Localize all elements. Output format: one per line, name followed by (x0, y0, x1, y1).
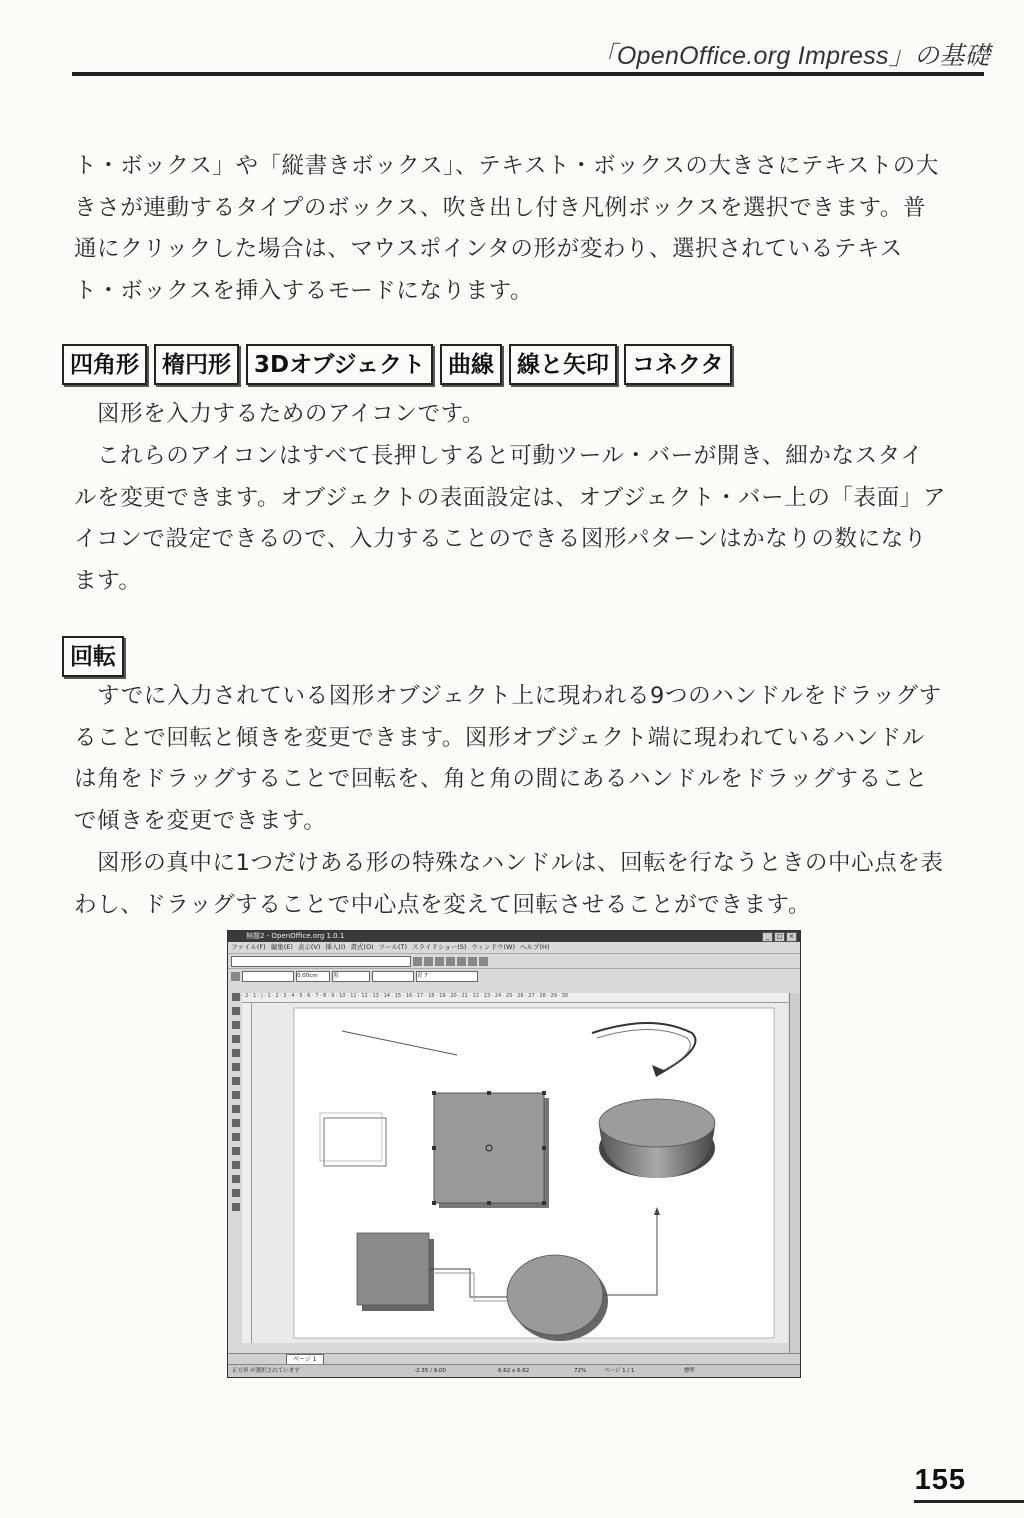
tag-3d-object: 3Dオブジェクト (246, 344, 433, 385)
impress-screenshot (227, 930, 801, 1378)
close-button[interactable]: × (786, 932, 797, 942)
connected-square-shape (357, 1233, 429, 1305)
shape-tags (62, 344, 732, 385)
menu-format[interactable]: 書式(O) (350, 943, 374, 951)
header-rule (72, 72, 984, 76)
status-page: ページ 1 / 1 (604, 1368, 635, 1374)
selected-rectangle-shape (434, 1093, 544, 1203)
status-size: 6.62 x 6.62 (498, 1368, 530, 1374)
line-color-select[interactable]: 黒 (332, 971, 370, 982)
page-tab[interactable]: ページ 1 (286, 1354, 324, 1365)
3d-object-tool-icon[interactable] (232, 1063, 240, 1071)
rectangle-tool-icon[interactable] (232, 1035, 240, 1043)
connected-circle-shape (507, 1255, 603, 1335)
curve-tool-icon[interactable] (232, 1077, 240, 1085)
function-toolbar (228, 953, 800, 968)
running-header-title: 「OpenOffice.org Impress」の基礎 (591, 42, 990, 70)
menu-tools[interactable]: ツール(T) (378, 943, 408, 951)
tag-connector: コネクタ (624, 344, 732, 385)
zoom-tool-icon[interactable] (232, 1007, 240, 1015)
object-toolbar (228, 968, 800, 983)
status-selection-text: 正方形 が選択されています (232, 1368, 300, 1374)
menu-view[interactable]: 表示(V) (297, 943, 321, 951)
line-tool-icon[interactable] (232, 1091, 240, 1099)
line-style-icon[interactable] (231, 972, 240, 981)
menu-window[interactable]: ウィンドウ(W) (471, 943, 516, 951)
menu-edit[interactable]: 編集(E) (270, 943, 293, 951)
undo-icon[interactable] (479, 957, 488, 966)
arrange-tool-icon[interactable] (232, 1147, 240, 1155)
status-zoom: 72% (574, 1368, 587, 1374)
window-titlebar (228, 931, 800, 942)
tag-curve: 曲線 (440, 344, 502, 385)
vertical-ruler (242, 1003, 252, 1343)
rotate-tool-icon[interactable] (232, 1119, 240, 1127)
select-tool-icon[interactable] (232, 993, 240, 1001)
horizontal-ruler: · 2 · 1 · | · 1 · 2 · 3 · 4 · 5 · 6 · 7 · 8 · 9 · 10 · 11 · 12 · 13 · 14 · 15 · 16 · 17 · 18 · 19 · 20 · 21 · 22 · 23 · 24 · 25 · 26 · 27 · 28 · 29 · 30 (242, 993, 788, 1003)
text-tool-icon[interactable] (232, 1021, 240, 1029)
cut-icon[interactable] (446, 957, 455, 966)
vertical-scrollbar[interactable] (789, 993, 800, 1353)
paste-icon[interactable] (468, 957, 477, 966)
window-title: 無題2 - OpenOffice.org 1.0.1 (246, 932, 345, 940)
save-icon[interactable] (424, 957, 433, 966)
shapes-paragraph-2: これらのアイコンはすべて長押しすると可動ツール・バーが開き、細かなスタイルを変更できます。オブジェクトの表面設定は、オブジェクト・バー上の「表面」アイコンで設定できるので、入力することのできる図形パターンはかなりの数になります。 (74, 443, 946, 595)
menu-file[interactable]: ファイル(F) (231, 943, 266, 951)
tag-rectangle: 四角形 (62, 344, 147, 385)
line-width-field[interactable]: 0.00cm (296, 971, 330, 982)
insert-tool-icon[interactable] (232, 1161, 240, 1169)
menu-slideshow[interactable]: スライドショー(S) (412, 943, 467, 951)
line-style-select[interactable] (242, 971, 294, 982)
intro-paragraph: ト・ボックス」や「縦書きボックス」、テキスト・ボックスの大きさにテキストの大きさが連動するタイプのボックス、吹き出し付き凡例ボックスを選択できます。普通にクリックした場合は、マウスポインタの形が変わり、選択されているテキスト・ボックスを挿入するモードになります。 (74, 153, 939, 305)
open-icon[interactable] (413, 957, 422, 966)
minimize-button[interactable]: _ (762, 932, 773, 942)
tag-rotate: 回転 (62, 636, 124, 677)
status-position: -2.35 / 9.00 (414, 1368, 446, 1374)
status-mode: 標準 (684, 1368, 696, 1374)
effects-tool-icon[interactable] (232, 1175, 240, 1183)
rotate-paragraph-1: すでに入力されている図形オブジェクト上に現われる9つのハンドルをドラッグすることで回転と傾きを変更できます。図形オブジェクト端に現われているハンドルは角をドラッグすることで回転を、角と角の間にあるハンドルをドラッグすることで傾きを変更できます。 (74, 683, 942, 835)
tag-ellipse: 楕円形 (154, 344, 239, 385)
slide-drawing (252, 1003, 788, 1343)
footer-rule (914, 1500, 1024, 1503)
3d-effects-tool-icon[interactable] (232, 1189, 240, 1197)
menu-bar (228, 942, 800, 953)
url-field[interactable] (231, 956, 411, 967)
shapes-paragraph-1: 図形を入力するためのアイコンです。 (97, 401, 485, 427)
main-toolbar (230, 993, 241, 1363)
align-tool-icon[interactable] (232, 1133, 240, 1141)
tag-lines-arrows: 線と矢印 (509, 344, 617, 385)
slide-canvas[interactable] (252, 1003, 788, 1343)
print-icon[interactable] (435, 957, 444, 966)
slideshow-tool-icon[interactable] (232, 1203, 240, 1211)
menu-insert[interactable]: 挿入(I) (325, 943, 346, 951)
status-bar (228, 1364, 800, 1377)
page-number: 155 (914, 1464, 966, 1496)
area-color-select[interactable]: 青 7 (416, 971, 478, 982)
rotate-paragraph-2: 図形の真中に1つだけある形の特殊なハンドルは、回転を行なうときの中心点を表わし、ドラッグすることで中心点を変えて回転させることができます。 (74, 850, 944, 918)
area-style-select[interactable] (372, 971, 414, 982)
maximize-button[interactable]: □ (774, 932, 785, 942)
menu-help[interactable]: ヘルプ(H) (520, 943, 550, 951)
ellipse-tool-icon[interactable] (232, 1049, 240, 1057)
connector-tool-icon[interactable] (232, 1105, 240, 1113)
copy-icon[interactable] (457, 957, 466, 966)
